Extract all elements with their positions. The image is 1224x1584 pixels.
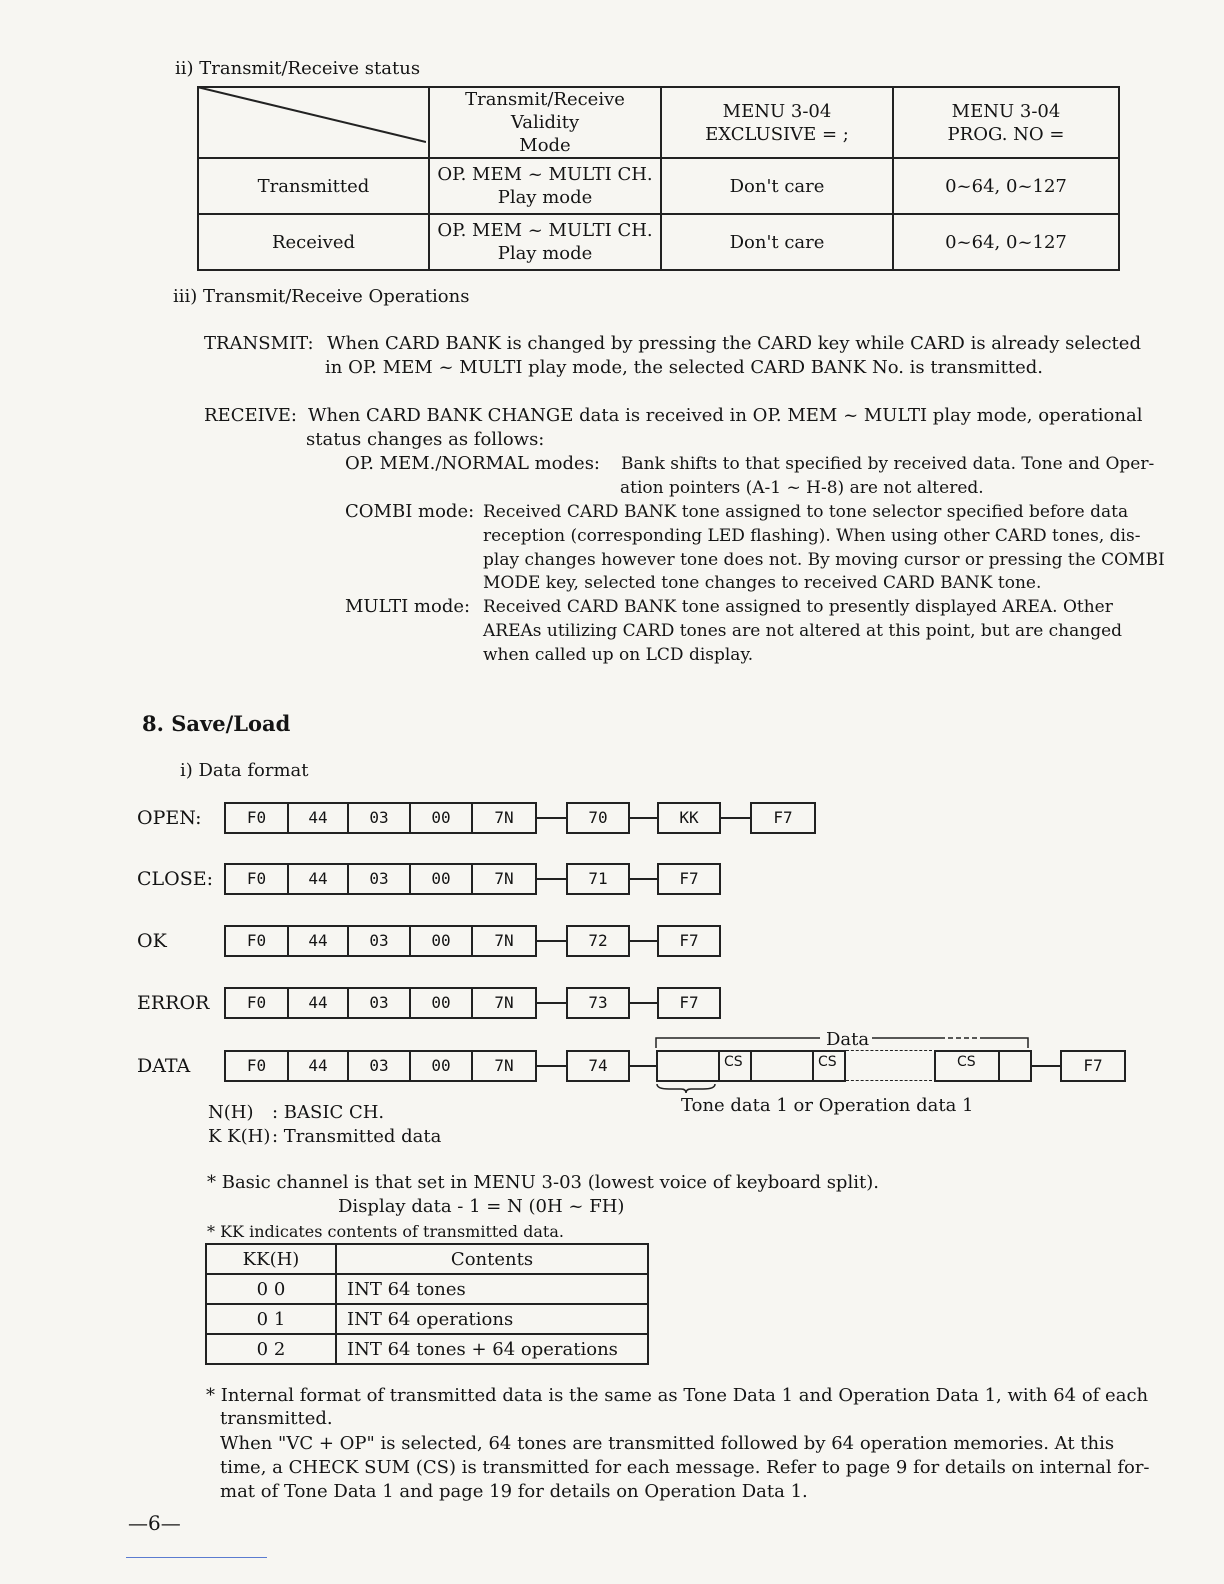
message-label: ERROR [137,992,210,1014]
byte-box: 00 [409,802,473,834]
kk-header: KK(H) [206,1244,336,1274]
byte-box: 74 [566,1050,630,1082]
message-close [0,863,1224,895]
legend-key: N(H) [208,1102,254,1123]
status-row-mode: OP. MEM ~ MULTI CH. Play mode [429,214,661,270]
status-heading: ii) Transmit/Receive status [175,58,421,79]
status-row-prog: 0~64, 0~127 [893,158,1119,214]
data-block [998,1050,1032,1082]
connector [628,817,657,819]
status-table [197,86,1120,271]
connector [535,878,566,880]
mode-line: ation pointers (A-1 ~ H-8) are not altered. [620,478,984,498]
byte-box: 44 [287,987,349,1019]
mode-label: OP. MEM./NORMAL modes: [345,453,600,474]
byte-box: 44 [287,863,349,895]
data-block [750,1050,814,1082]
status-row-prog: 0~64, 0~127 [893,214,1119,270]
connector [719,817,750,819]
byte-box: 44 [287,1050,349,1082]
mode-line: Received CARD BANK tone assigned to tone selector specified before data [483,502,1129,522]
kk-contents: INT 64 tones + 64 operations [336,1334,648,1364]
status-row-exclusive: Don't care [661,158,893,214]
byte-box: 03 [347,1050,411,1082]
byte-box: 44 [287,802,349,834]
section-title: 8. Save/Load [142,711,291,736]
byte-box: F7 [657,925,721,957]
legend-key: K K(H) [208,1126,271,1147]
connector [535,1065,566,1067]
message-data [0,1050,1224,1082]
byte-box: F0 [224,987,289,1019]
legend-value: : Transmitted data [272,1126,442,1147]
byte-box: 03 [347,925,411,957]
connector [1030,1065,1060,1067]
table-row [206,1274,648,1304]
connector [628,878,657,880]
byte-box: 00 [409,925,473,957]
mode-line: Received CARD BANK tone assigned to presently displayed AREA. Other [483,597,1113,617]
byte-box: F0 [224,1050,289,1082]
byte-box: KK [657,802,721,834]
data-format-heading: i) Data format [180,760,309,781]
byte-box: 44 [287,925,349,957]
kk-note: * KK indicates contents of transmitted data. [207,1222,564,1241]
mode-line: play changes however tone does not. By moving cursor or pressing the COMBI [483,550,1165,570]
table-row [206,1334,648,1364]
transmit-label: TRANSMIT: [204,333,314,354]
receive-label: RECEIVE: [204,405,297,426]
table-row [198,158,1119,214]
table-row [198,214,1119,270]
status-corner-cell [198,87,429,158]
byte-box: F0 [224,925,289,957]
byte-box: 7N [471,987,537,1019]
tone-data-note: Tone data 1 or Operation data 1 [681,1095,974,1116]
byte-box: F7 [657,863,721,895]
internal-format-line: mat of Tone Data 1 and page 19 for details on Operation Data 1. [220,1481,808,1502]
status-header-exclusive: MENU 3-04 EXCLUSIVE = ; [661,87,893,158]
basic-channel-note: * Basic channel is that set in MENU 3-03 (lowest voice of keyboard split). [207,1172,879,1193]
kk-contents: INT 64 tones [336,1274,648,1304]
mode-line: when called up on LCD display. [483,645,754,665]
byte-box: 03 [347,987,411,1019]
byte-box: 7N [471,925,537,957]
operations-heading: iii) Transmit/Receive Operations [173,286,470,307]
byte-box: 70 [566,802,630,834]
byte-box: 72 [566,925,630,957]
data-bracket-label: Data [826,1029,870,1050]
receive-line: When CARD BANK CHANGE data is received in OP. MEM ~ MULTI play mode, operational [308,405,1143,426]
byte-box: 00 [409,987,473,1019]
mode-label: COMBI mode: [345,501,475,522]
byte-box: F7 [1060,1050,1126,1082]
kk-code: 0 2 [206,1334,336,1364]
connector [628,940,657,942]
connector [535,940,566,942]
tone-data-brace [655,1082,717,1094]
checksum-label: CS [957,1054,976,1070]
mode-label: MULTI mode: [345,596,471,617]
byte-box: 00 [409,1050,473,1082]
byte-box: 7N [471,1050,537,1082]
kk-code: 0 0 [206,1274,336,1304]
dashed-gap [846,1050,932,1051]
internal-format-line: * Internal format of transmitted data is the same as Tone Data 1 and Operation Data 1, with 64 of each [206,1385,1149,1406]
data-block [656,1050,720,1082]
byte-box: 71 [566,863,630,895]
byte-box: F7 [750,802,816,834]
status-header-prog: MENU 3-04 PROG. NO = [893,87,1119,158]
table-row [206,1304,648,1334]
kk-code: 0 1 [206,1304,336,1334]
internal-format-line: When "VC + OP" is selected, 64 tones are transmitted followed by 64 operation memories. At this [220,1433,1115,1454]
status-row-label: Received [198,214,429,270]
message-label: DATA [137,1055,191,1077]
connector [535,817,566,819]
internal-format-line: transmitted. [220,1408,333,1429]
byte-box: F0 [224,802,289,834]
status-header-mode: Transmit/Receive Validity Mode [429,87,661,158]
byte-box: 03 [347,802,411,834]
connector [628,1002,657,1004]
checksum-label: CS [724,1054,743,1070]
message-ok [0,925,1224,957]
receive-line: status changes as follows: [306,429,545,450]
message-label: OK [137,930,167,952]
mode-line: reception (corresponding LED flashing). When using other CARD tones, dis- [483,526,1141,546]
kk-table [205,1243,649,1365]
table-row [206,1244,648,1274]
message-label: CLOSE: [137,868,214,890]
mode-line: AREAs utilizing CARD tones are not altered at this point, but are changed [483,621,1123,641]
dashed-gap [846,1080,932,1081]
byte-box: 03 [347,863,411,895]
message-label: OPEN: [137,807,202,829]
page-number: —6— [128,1511,181,1535]
connector [535,1002,566,1004]
contents-header: Contents [336,1244,648,1274]
connector [628,1065,656,1067]
byte-box: 7N [471,863,537,895]
transmit-line: in OP. MEM ~ MULTI play mode, the selected CARD BANK No. is transmitted. [325,357,1043,378]
footer-rule [126,1557,267,1558]
mode-line: MODE key, selected tone changes to received CARD BANK tone. [483,573,1042,593]
status-row-mode: OP. MEM ~ MULTI CH. Play mode [429,158,661,214]
byte-box: 7N [471,802,537,834]
status-row-label: Transmitted [198,158,429,214]
internal-format-line: time, a CHECK SUM (CS) is transmitted for each message. Refer to page 9 for details on internal for- [220,1457,1150,1478]
legend-value: : BASIC CH. [272,1102,385,1123]
byte-box: 00 [409,863,473,895]
message-open [0,802,1224,834]
mode-line: Bank shifts to that specified by received data. Tone and Oper- [621,454,1155,474]
byte-box: F0 [224,863,289,895]
transmit-line: When CARD BANK is changed by pressing the CARD key while CARD is already selected [327,333,1141,354]
kk-contents: INT 64 operations [336,1304,648,1334]
checksum-label: CS [818,1054,837,1070]
display-data-formula: Display data - 1 = N (0H ~ FH) [338,1196,625,1217]
byte-box: 73 [566,987,630,1019]
status-row-exclusive: Don't care [661,214,893,270]
byte-box: F7 [657,987,721,1019]
message-error [0,987,1224,1019]
